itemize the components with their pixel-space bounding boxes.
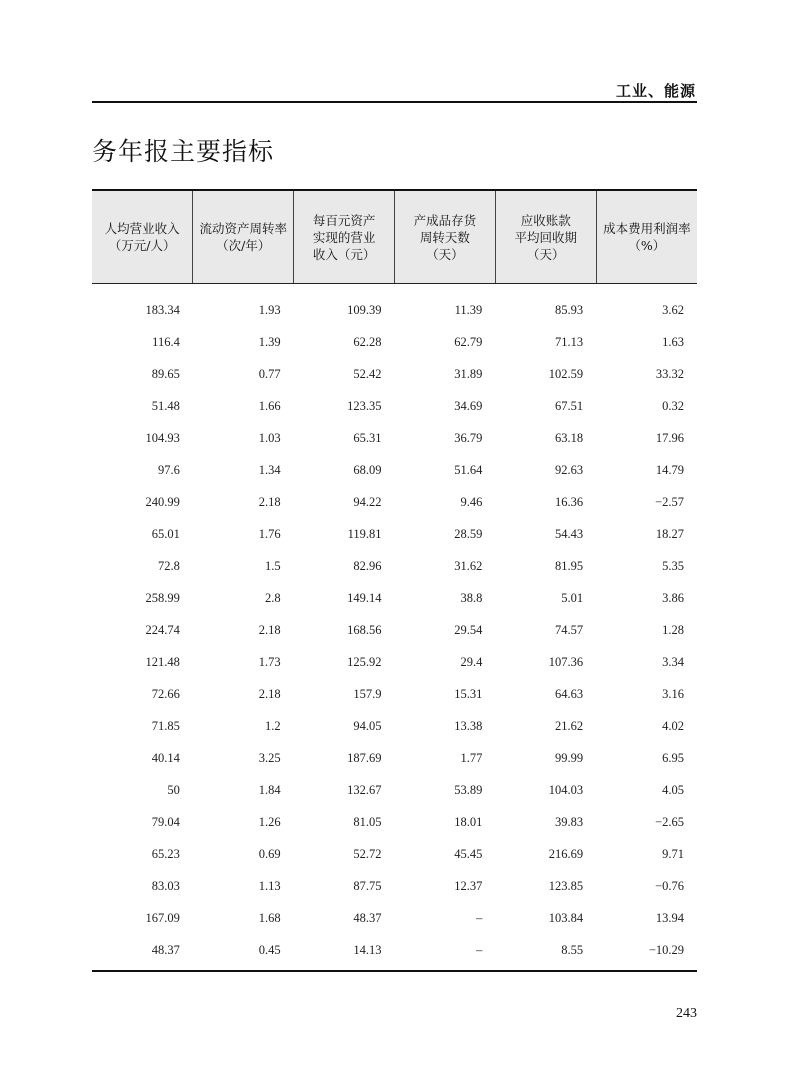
table-cell: 0.69 bbox=[258, 846, 281, 861]
column-header-line: 成本费用利润率 bbox=[603, 221, 691, 236]
column-header-1 bbox=[193, 190, 294, 284]
table-cell: 14.13 bbox=[353, 942, 382, 957]
table-cell: 0.77 bbox=[258, 366, 281, 381]
table-cell: – bbox=[476, 910, 483, 925]
table-cell: 89.65 bbox=[151, 366, 180, 381]
column-header-line: 平均回收期 bbox=[514, 229, 577, 245]
table-cell: 51.48 bbox=[151, 398, 180, 413]
table-cell: 1.03 bbox=[258, 430, 281, 445]
table-cell: 85.93 bbox=[555, 302, 584, 317]
table-cell: 1.93 bbox=[258, 302, 281, 317]
table-body bbox=[92, 284, 697, 967]
table-header-row bbox=[92, 190, 697, 284]
column-header-line: 人均营业收入 bbox=[104, 221, 180, 236]
table-cell: 18.27 bbox=[655, 526, 684, 541]
table-cell: 65.31 bbox=[353, 430, 382, 445]
table-cell: 50 bbox=[167, 782, 180, 797]
table-cell: 119.81 bbox=[347, 526, 382, 541]
table-cell: 65.01 bbox=[151, 526, 180, 541]
table-cell: 183.34 bbox=[145, 302, 180, 317]
column-header-line: （次/年） bbox=[216, 238, 271, 253]
table-cell: 6.95 bbox=[662, 750, 684, 765]
table-cell: 2.18 bbox=[258, 686, 281, 701]
table-cell: 29.4 bbox=[460, 654, 483, 669]
table-row bbox=[92, 358, 697, 390]
table-cell: 125.92 bbox=[347, 654, 382, 669]
column-header-line: （万元/人） bbox=[108, 238, 176, 253]
table-cell: 240.99 bbox=[145, 494, 180, 509]
table-cell: 1.26 bbox=[258, 814, 281, 829]
table-row bbox=[92, 518, 697, 550]
table-cell: 1.84 bbox=[258, 782, 281, 797]
table-row bbox=[92, 838, 697, 870]
table-cell: 0.45 bbox=[258, 942, 281, 957]
column-header-4 bbox=[495, 190, 596, 284]
column-header-line: 每百元资产 bbox=[312, 212, 376, 228]
table-row bbox=[92, 646, 697, 678]
table-cell: 15.31 bbox=[454, 686, 483, 701]
table-cell: 21.62 bbox=[555, 718, 584, 733]
table-row bbox=[92, 550, 697, 582]
column-header-line: 收入（元） bbox=[312, 246, 376, 262]
table-row bbox=[92, 390, 697, 422]
table-cell: 4.05 bbox=[662, 782, 684, 797]
table-cell: 45.45 bbox=[454, 846, 483, 861]
table-cell: 103.84 bbox=[548, 910, 584, 925]
table-cell: −0.76 bbox=[655, 878, 684, 893]
table-cell: 167.09 bbox=[145, 910, 180, 925]
table-cell: 72.8 bbox=[157, 558, 180, 573]
table-cell: 16.36 bbox=[555, 494, 584, 509]
table-cell: 258.99 bbox=[145, 590, 180, 605]
table-cell: 68.09 bbox=[353, 462, 382, 477]
table-cell: 18.01 bbox=[454, 814, 483, 829]
table-cell: 1.34 bbox=[258, 462, 281, 477]
table-row bbox=[92, 902, 697, 934]
table-cell: 94.05 bbox=[353, 718, 382, 733]
column-header-line: 实现的营业 bbox=[312, 229, 376, 245]
table-cell: 14.79 bbox=[655, 462, 684, 477]
table-row bbox=[92, 486, 697, 518]
column-header-line: （天） bbox=[426, 246, 464, 262]
table-cell: 5.35 bbox=[662, 558, 684, 573]
table-cell: 65.23 bbox=[151, 846, 180, 861]
table-cell: 4.02 bbox=[662, 718, 684, 733]
table-cell: 72.66 bbox=[151, 686, 180, 701]
table-cell: 53.89 bbox=[454, 782, 483, 797]
table-cell: 123.35 bbox=[347, 398, 382, 413]
table-row bbox=[92, 934, 697, 966]
table-cell: 187.69 bbox=[347, 750, 382, 765]
table-row bbox=[92, 774, 697, 806]
table-cell: 3.86 bbox=[662, 590, 684, 605]
table-header bbox=[92, 190, 697, 284]
table-cell: 1.13 bbox=[258, 878, 281, 893]
table-row bbox=[92, 742, 697, 774]
table-cell: 51.64 bbox=[454, 462, 483, 477]
table-cell: 2.18 bbox=[258, 494, 281, 509]
table-cell: 1.5 bbox=[265, 558, 281, 573]
table-cell: 71.13 bbox=[555, 334, 584, 349]
column-header-2 bbox=[294, 190, 395, 284]
table-cell: 92.63 bbox=[555, 462, 584, 477]
table-cell: 38.8 bbox=[460, 590, 483, 605]
column-header-line: （天） bbox=[526, 246, 565, 262]
table-cell: 3.34 bbox=[662, 654, 684, 669]
table-row bbox=[92, 582, 697, 614]
column-header-line: 产成品存货 bbox=[413, 212, 477, 228]
table-cell: 11.39 bbox=[454, 302, 483, 317]
table-cell: 1.68 bbox=[258, 910, 281, 925]
table-cell: 17.96 bbox=[655, 430, 684, 445]
table-cell: 0.32 bbox=[662, 398, 684, 413]
table-cell: 64.63 bbox=[555, 686, 584, 701]
page-title: 务年报主要指标 bbox=[92, 137, 275, 166]
table-cell: 54.43 bbox=[555, 526, 584, 541]
table-cell: 116.4 bbox=[152, 334, 180, 349]
column-header-line: 周转天数 bbox=[419, 229, 470, 245]
table-cell: – bbox=[476, 942, 483, 957]
table-cell: 9.71 bbox=[662, 846, 684, 861]
table-row bbox=[92, 422, 697, 454]
table-cell: 1.66 bbox=[258, 398, 281, 413]
bottom-rule bbox=[92, 970, 697, 972]
table-cell: 62.28 bbox=[353, 334, 382, 349]
table-cell: 40.14 bbox=[151, 750, 180, 765]
table-row bbox=[92, 284, 697, 327]
table-cell: 33.32 bbox=[655, 366, 684, 381]
table-cell: 13.94 bbox=[655, 910, 684, 925]
table-row bbox=[92, 678, 697, 710]
table-cell: 121.48 bbox=[145, 654, 180, 669]
table-cell: 34.69 bbox=[454, 398, 483, 413]
table-row bbox=[92, 710, 697, 742]
table-cell: 5.01 bbox=[561, 590, 584, 605]
top-rule bbox=[92, 101, 697, 103]
table-row bbox=[92, 326, 697, 358]
table-cell: 31.89 bbox=[454, 366, 483, 381]
page-number: 243 bbox=[676, 1006, 697, 1021]
table-cell: 104.93 bbox=[145, 430, 180, 445]
table-row bbox=[92, 870, 697, 902]
column-header-3 bbox=[394, 190, 495, 284]
table-cell: 1.76 bbox=[258, 526, 281, 541]
table-cell: 9.46 bbox=[460, 494, 483, 509]
table-cell: 99.99 bbox=[555, 750, 584, 765]
table-cell: 1.77 bbox=[460, 750, 483, 765]
table-cell: 39.83 bbox=[555, 814, 584, 829]
table-cell: 97.6 bbox=[157, 462, 180, 477]
table-cell: 83.03 bbox=[151, 878, 180, 893]
table-cell: 81.95 bbox=[555, 558, 584, 573]
table-cell: −2.65 bbox=[655, 814, 684, 829]
table-cell: 149.14 bbox=[347, 590, 382, 605]
table-cell: 2.8 bbox=[265, 590, 281, 605]
table-cell: 81.05 bbox=[353, 814, 382, 829]
table-cell: 74.57 bbox=[555, 622, 584, 637]
table-cell: 157.9 bbox=[353, 686, 382, 701]
table-row bbox=[92, 806, 697, 838]
table-cell: 2.18 bbox=[258, 622, 281, 637]
table-cell: −10.29 bbox=[648, 942, 684, 957]
table-cell: 36.79 bbox=[454, 430, 483, 445]
table-cell: 48.37 bbox=[151, 942, 180, 957]
table-cell: 52.72 bbox=[353, 846, 382, 861]
table-cell: 79.04 bbox=[151, 814, 180, 829]
table-cell: 8.55 bbox=[561, 942, 584, 957]
table-cell: 82.96 bbox=[353, 558, 382, 573]
table-row bbox=[92, 454, 697, 486]
indicator-table bbox=[92, 189, 697, 966]
table-cell: 52.42 bbox=[353, 366, 382, 381]
table-cell: 3.62 bbox=[662, 302, 684, 317]
table-cell: 94.22 bbox=[353, 494, 382, 509]
table-cell: 12.37 bbox=[454, 878, 483, 893]
column-header-line: 应收账款 bbox=[520, 212, 571, 228]
table-cell: 1.39 bbox=[258, 334, 281, 349]
table-cell: 87.75 bbox=[353, 878, 382, 893]
table-cell: −2.57 bbox=[655, 494, 684, 509]
table-cell: 48.37 bbox=[353, 910, 382, 925]
table-cell: 104.03 bbox=[548, 782, 584, 797]
table-cell: 31.62 bbox=[454, 558, 483, 573]
table-cell: 63.18 bbox=[555, 430, 584, 445]
table-cell: 216.69 bbox=[548, 846, 584, 861]
table-cell: 13.38 bbox=[454, 718, 483, 733]
table-cell: 1.73 bbox=[258, 654, 281, 669]
table-cell: 168.56 bbox=[347, 622, 382, 637]
column-header-5 bbox=[596, 190, 697, 284]
section-label: 工业、能源 bbox=[615, 82, 696, 100]
table-cell: 1.28 bbox=[662, 622, 684, 637]
table-cell: 102.59 bbox=[548, 366, 584, 381]
table-cell: 71.85 bbox=[151, 718, 180, 733]
column-header-line: 流动资产周转率 bbox=[199, 221, 287, 236]
table-cell: 29.54 bbox=[454, 622, 483, 637]
column-header-0 bbox=[92, 190, 193, 284]
column-header-line: （%） bbox=[628, 238, 666, 253]
table-row bbox=[92, 614, 697, 646]
table-cell: 28.59 bbox=[454, 526, 483, 541]
table-cell: 132.67 bbox=[347, 782, 382, 797]
table-cell: 3.25 bbox=[258, 750, 281, 765]
table-cell: 224.74 bbox=[145, 622, 180, 637]
indicator-table-container bbox=[92, 189, 697, 966]
table-cell: 62.79 bbox=[454, 334, 483, 349]
table-cell: 123.85 bbox=[548, 878, 584, 893]
table-cell: 1.2 bbox=[265, 718, 281, 733]
table-cell: 109.39 bbox=[347, 302, 382, 317]
table-cell: 1.63 bbox=[662, 334, 684, 349]
table-cell: 107.36 bbox=[548, 654, 584, 669]
table-cell: 3.16 bbox=[662, 686, 684, 701]
table-cell: 67.51 bbox=[555, 398, 584, 413]
